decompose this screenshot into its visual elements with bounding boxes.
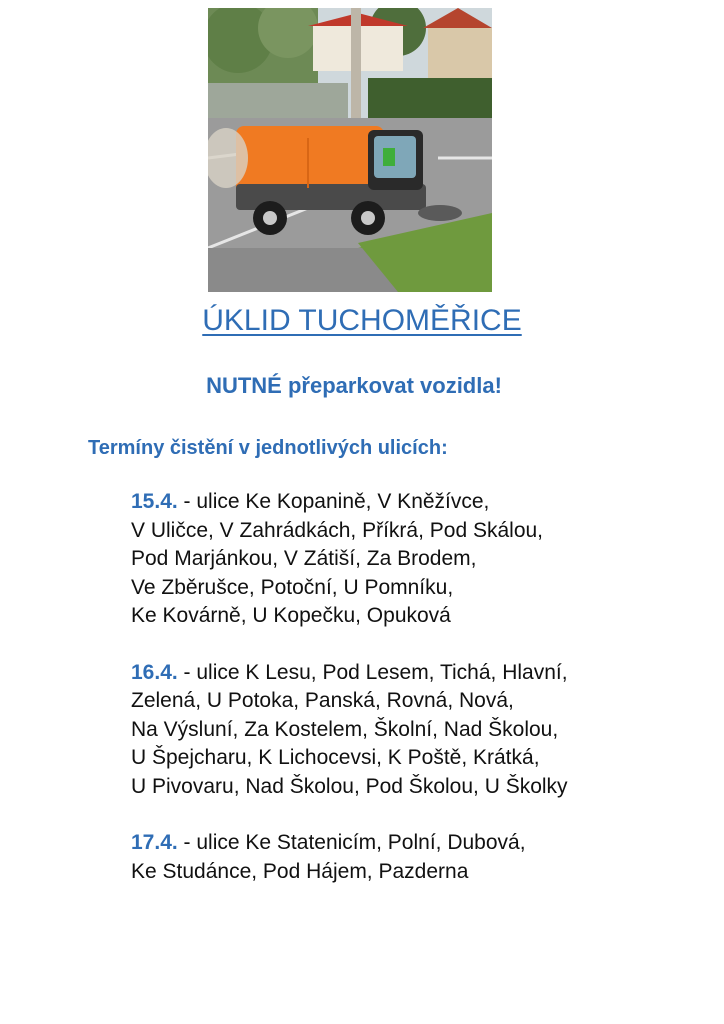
parking-warning: NUTNÉ přeparkovat vozidla! bbox=[206, 373, 502, 398]
street-list: - ulice K Lesu, Pod Lesem, Tichá, Hlavní, bbox=[177, 660, 568, 684]
street-list: - ulice Ke Statenicím, Polní, Dubová, bbox=[177, 831, 526, 854]
street-list: Na Výsluní, Za Kostelem, Školní, Nad Školou, bbox=[131, 717, 559, 741]
schedule-block-15-4 bbox=[131, 488, 701, 631]
street-list: V Uličce, V Zahrádkách, Příkrá, Pod Skálou, bbox=[131, 518, 544, 542]
page-title: ÚKLID TUCHOMĚŘICE bbox=[202, 304, 522, 337]
schedule-line bbox=[131, 488, 701, 517]
street-sweeper-illustration bbox=[208, 8, 492, 292]
street-list: Zelená, U Potoka, Panská, Rovná, Nová, bbox=[131, 689, 514, 712]
street-list: U Pivovaru, Nad Školou, Pod Školou, U Školky bbox=[131, 774, 568, 798]
schedule-line bbox=[131, 829, 701, 858]
cleaning-schedule bbox=[131, 488, 701, 914]
schedule-line bbox=[131, 659, 701, 688]
street-list: Pod Marjánkou, V Zátiší, Za Brodem, bbox=[131, 547, 477, 570]
street-list: Ke Studánce, Pod Hájem, Pazderna bbox=[131, 859, 469, 883]
schedule-date: 15.4. bbox=[131, 490, 178, 513]
schedule-block-16-4 bbox=[131, 659, 701, 802]
street-sweeper-photo bbox=[208, 8, 492, 292]
schedule-date: 17.4. bbox=[131, 831, 178, 854]
street-list: - ulice Ke Kopanině, V Kněžívce, bbox=[177, 490, 490, 513]
street-list: Ve Zběrušce, Potoční, U Pomníku, bbox=[131, 575, 454, 599]
schedule-date: 16.4. bbox=[131, 660, 178, 684]
street-list: U Špejcharu, K Lichocevsi, K Poště, Krátká, bbox=[131, 746, 540, 769]
street-list: Ke Kovárně, U Kopečku, Opuková bbox=[131, 604, 451, 627]
schedule-block-17-4 bbox=[131, 829, 701, 886]
schedule-heading: Termíny čistění v jednotlivých ulicích: bbox=[88, 437, 448, 459]
